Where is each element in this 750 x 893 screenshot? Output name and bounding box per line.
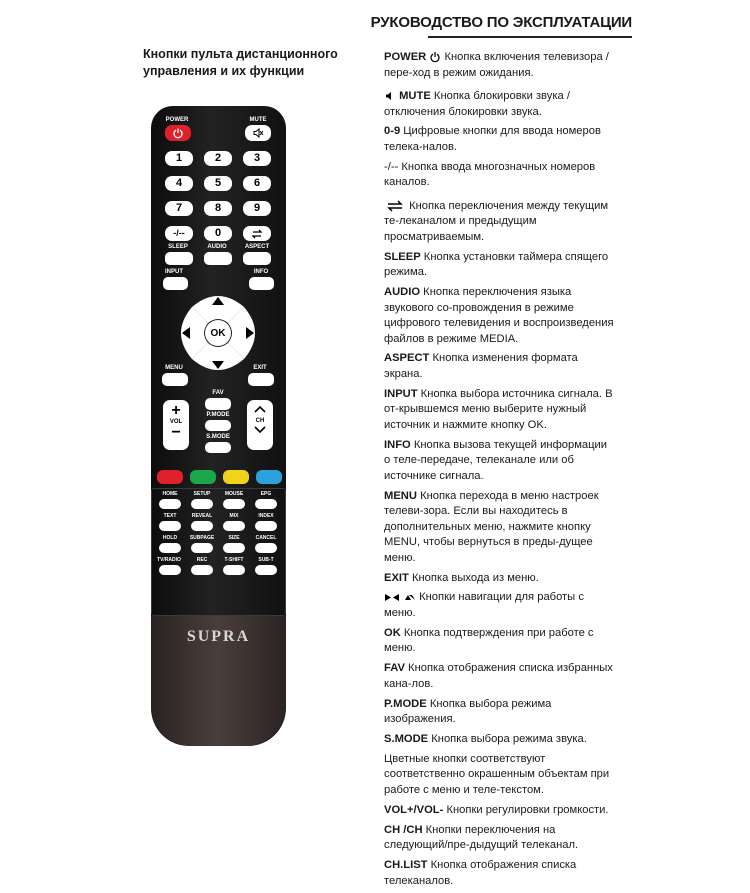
desc-pmode-text: Кнопка выбора режима изображения. xyxy=(384,697,552,726)
remote-label-fav: FAV xyxy=(212,390,224,396)
desc-vol xyxy=(384,803,614,819)
remote-label-subpage: SUBPAGE xyxy=(189,535,215,541)
section-title: Кнопки пульта дистанционного управления и их функции xyxy=(143,47,338,78)
remote-label-mouse: MOUSE xyxy=(224,491,244,497)
desc-menu-key: MENU xyxy=(384,489,417,502)
speaker-icon xyxy=(384,91,396,101)
desc-vol-text: Кнопки регулировки громкости. xyxy=(446,803,609,816)
remote-label-home: HOME xyxy=(162,491,178,497)
chevron-up-icon xyxy=(253,404,267,414)
recall-icon xyxy=(384,200,406,212)
remote-label-size: SIZE xyxy=(228,535,240,541)
remote-subt-button xyxy=(255,565,277,575)
remote-recall-button xyxy=(243,226,271,241)
mute-icon xyxy=(252,127,264,139)
remote-green-button xyxy=(190,470,216,484)
desc-mute-text: Кнопка блокировки звука / отключения блокировки звука. xyxy=(384,90,570,118)
desc-ok-key: OK xyxy=(384,626,401,639)
remote-playpause-button xyxy=(223,521,245,531)
remote-label-cancel: CANCEL xyxy=(255,535,277,541)
remote-dash-button: -/-- xyxy=(165,226,193,241)
desc-ch-key: CH /CH xyxy=(384,823,423,836)
desc-recall xyxy=(384,199,614,246)
desc-menu xyxy=(384,489,614,567)
desc-aspect-text: Кнопка изменения формата экрана. xyxy=(384,352,578,380)
chevron-down-icon xyxy=(253,425,267,435)
remote-digit-4: 4 xyxy=(165,176,193,191)
remote-pmode-button xyxy=(205,420,231,431)
desc-digits xyxy=(384,124,614,155)
desc-power-text: Кнопка включения телевизора / пере-ход в режим ожидания. xyxy=(384,51,609,79)
remote-yellow-button xyxy=(223,470,249,484)
remote-label-input: INPUT xyxy=(165,269,183,275)
desc-dash xyxy=(384,160,614,191)
desc-smode-text: Кнопка выбора режима звука. xyxy=(431,732,587,745)
remote-label-epg: EPG xyxy=(260,491,272,497)
remote-prev-button xyxy=(223,543,245,553)
remote-label-sleep: SLEEP xyxy=(168,244,188,250)
remote-audio-button xyxy=(204,252,232,265)
desc-aspect xyxy=(384,351,614,382)
desc-info-key: INFO xyxy=(384,438,411,451)
remote-label-text: TEXT xyxy=(163,513,177,519)
remote-ok-label: OK xyxy=(210,328,226,339)
desc-smode-key: S.MODE xyxy=(384,732,429,745)
remote-smode-button xyxy=(205,442,231,453)
desc-fav-text: Кнопка отображения списка избранных кана-лов. xyxy=(384,662,613,690)
remote-play-button xyxy=(159,521,181,531)
desc-power-key: POWER xyxy=(384,51,427,63)
remote-label-rec: REC xyxy=(196,557,208,563)
desc-menu-text: Кнопка перехода в меню настроек телеви-зора. Если вы находитесь в дополнительных меню, нажмите кнопку MENU, чтобы вернуться в преды-дущее меню. xyxy=(384,489,599,564)
remote-power-button xyxy=(165,125,191,141)
desc-power xyxy=(384,50,614,81)
remote-epg-button xyxy=(255,499,277,509)
desc-exit xyxy=(384,571,614,587)
remote-label-info: INFO xyxy=(253,269,269,275)
header-rule xyxy=(428,36,632,38)
button-description-list xyxy=(384,50,614,893)
desc-recall-text: Кнопка переключения между текущим те-леканалом и предыдущим просматриваемым. xyxy=(384,199,609,243)
desc-color xyxy=(384,752,614,799)
desc-sleep xyxy=(384,250,614,281)
remote-digit-5: 5 xyxy=(204,176,232,191)
desc-fav-key: FAV xyxy=(384,662,405,675)
desc-ch xyxy=(384,823,614,854)
remote-label-exit: EXIT xyxy=(253,365,267,371)
desc-nav-text: Кнопки навигации для работы с меню. xyxy=(384,591,584,619)
remote-aspect-button xyxy=(243,252,271,265)
power-icon xyxy=(172,127,184,139)
remote-sleep-button xyxy=(165,252,193,265)
remote-setup-button xyxy=(191,499,213,509)
desc-digits-key: 0-9 xyxy=(384,125,401,138)
desc-ok-text: Кнопка подтверждения при работе с меню. xyxy=(384,626,594,655)
desc-mute-key: MUTE xyxy=(399,90,431,102)
desc-chlist-key: CH.LIST xyxy=(384,859,428,872)
desc-fav xyxy=(384,661,614,692)
remote-digit-9: 9 xyxy=(243,201,271,216)
remote-stop-button xyxy=(191,521,213,531)
remote-label-aspect: ASPECT xyxy=(244,244,270,250)
remote-label-menu: MENU xyxy=(165,365,183,371)
desc-sleep-key: SLEEP xyxy=(384,250,421,263)
desc-chlist-text: Кнопка отображения списка телеканалов. xyxy=(384,859,577,887)
desc-smode xyxy=(384,732,614,748)
desc-color-text: Цветные кнопки соответствуют соответственно окрашенным объектам при работе с меню и теле-текстом. xyxy=(384,752,610,796)
remote-digit-8: 8 xyxy=(204,201,232,216)
page-header-title: РУКОВОДСТВО ПО ЭКСПЛУАТАЦИИ xyxy=(370,14,632,31)
desc-aspect-key: ASPECT xyxy=(384,352,430,365)
remote-label-mute: MUTE xyxy=(249,117,267,123)
remote-label-tvradio: TV/RADIO xyxy=(157,557,181,563)
desc-info xyxy=(384,438,614,485)
remote-rewind-button xyxy=(159,543,181,553)
remote-vol-rocker: + VOL − xyxy=(163,400,189,450)
remote-home-button xyxy=(159,499,181,509)
recall-icon xyxy=(250,228,264,240)
remote-digit-2: 2 xyxy=(204,151,232,166)
remote-label-mix: MIX xyxy=(229,513,239,519)
desc-input-text: Кнопка выбора источника сигнала. В от-крывшемся меню выберите нужный источник и нажмите кнопку OK. xyxy=(384,387,613,431)
remote-label-reveal: REVEAL xyxy=(191,513,213,519)
remote-red-button xyxy=(157,470,183,484)
remote-label-index: INDEX xyxy=(258,513,274,519)
desc-info-text: Кнопка вызова текущей информации о теле-передаче, телеканале или об источнике сигнала. xyxy=(384,438,608,482)
desc-input xyxy=(384,387,614,434)
remote-blue-button xyxy=(256,470,282,484)
remote-tvradio-button xyxy=(159,565,181,575)
remote-tshift-button xyxy=(223,565,245,575)
desc-dash-text: -/-- Кнопка ввода многозначных номеров каналов. xyxy=(384,160,596,189)
nav-arrows-icon xyxy=(384,593,416,602)
remote-forward-button xyxy=(191,543,213,553)
desc-audio-text: Кнопка переключения языка звукового со-провождения в режиме цифрового телевидения и воспроизведения файлов в режиме MEDIA. xyxy=(384,286,614,345)
remote-digit-0: 0 xyxy=(204,226,232,241)
remote-digit-3: 3 xyxy=(243,151,271,166)
remote-ch-label: CH xyxy=(255,418,265,424)
remote-vol-label: VOL xyxy=(169,419,183,425)
desc-digits-text: Цифровые кнопки для ввода номеров телека-налов. xyxy=(384,125,601,153)
brand-logo: SUPRA xyxy=(186,628,251,645)
desc-ok xyxy=(384,626,614,657)
remote-label-hold: HOLD xyxy=(162,535,178,541)
remote-mouse-button xyxy=(223,499,245,509)
desc-exit-text: Кнопка выхода из меню. xyxy=(411,571,539,584)
desc-pmode-key: P.MODE xyxy=(384,697,427,710)
desc-sleep-text: Кнопка установки таймера спящего режима. xyxy=(384,250,609,279)
desc-ch-text: Кнопки переключения на следующий/пре-дыдущий телеканал. xyxy=(384,823,579,852)
remote-menu-button xyxy=(162,373,188,386)
remote-label-power: POWER xyxy=(165,117,189,123)
remote-digit-6: 6 xyxy=(243,176,271,191)
remote-rec-button xyxy=(191,565,213,575)
desc-chlist xyxy=(384,858,614,889)
remote-ch-rocker xyxy=(247,400,273,450)
remote-index-button xyxy=(255,521,277,531)
desc-pmode xyxy=(384,697,614,728)
remote-label-pmode: P.MODE xyxy=(206,412,230,418)
desc-input-key: INPUT xyxy=(384,387,418,400)
remote-mute-button xyxy=(245,125,271,141)
remote-fav-button xyxy=(205,398,231,410)
remote-digit-1: 1 xyxy=(165,151,193,166)
remote-label-tshift: T-SHIFT xyxy=(224,557,244,563)
desc-mute xyxy=(384,89,614,120)
remote-exit-button xyxy=(248,373,274,386)
desc-exit-key: EXIT xyxy=(384,571,409,584)
remote-label-setup: SETUP xyxy=(193,491,211,497)
desc-audio xyxy=(384,285,614,347)
desc-nav xyxy=(384,590,614,621)
remote-next-button xyxy=(255,543,277,553)
remote-label-subt: SUB-T xyxy=(258,557,274,563)
power-icon xyxy=(429,51,441,63)
remote-label-audio: AUDIO xyxy=(207,244,227,250)
remote-label-smode: S.MODE xyxy=(206,434,230,440)
desc-vol-key: VOL+/VOL- xyxy=(384,803,444,816)
remote-digit-7: 7 xyxy=(165,201,193,216)
desc-audio-key: AUDIO xyxy=(384,286,421,299)
